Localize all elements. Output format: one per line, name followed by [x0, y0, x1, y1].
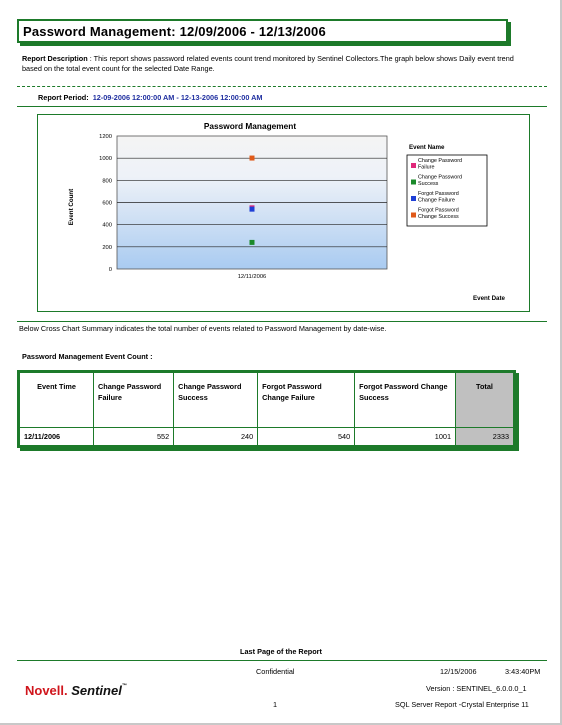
- legend-swatch: [411, 163, 416, 168]
- logo-novell: Novell.: [25, 683, 68, 698]
- y-axis-ticks: [99, 134, 112, 273]
- legend-label: Forgot Password Change Failure: [418, 191, 459, 204]
- x-tick-label: 12/11/2006: [237, 274, 267, 280]
- legend-label: Forgot Password Change Success: [418, 207, 459, 220]
- footer-time: 3:43:40PM: [505, 667, 541, 676]
- chart: [38, 115, 531, 313]
- cell-total: 2333: [456, 428, 514, 446]
- chart-frame: [37, 114, 530, 312]
- footer-engine: SQL Server Report -Crystal Enterprise 11: [395, 700, 529, 709]
- report-title-box: [17, 19, 508, 43]
- y-tick-label: 1200: [99, 134, 112, 140]
- cell-event-time: 12/11/2006: [20, 428, 94, 446]
- data-point: [250, 207, 255, 212]
- footer-version: Version : SENTINEL_6.0.0.0_1: [426, 684, 527, 693]
- report-title: Password Management: 12/09/2006 - 12/13/2006: [23, 24, 326, 39]
- logo-sentinel: Sentinel: [71, 683, 122, 698]
- y-tick-label: 600: [102, 200, 112, 207]
- y-tick-label: 400: [102, 222, 112, 229]
- y-axis-label: Event Count: [68, 188, 75, 226]
- footer-page-number: 1: [273, 700, 278, 709]
- footer-confidential: Confidential: [256, 667, 295, 676]
- table-header-row: [20, 373, 514, 428]
- table-row: [20, 428, 514, 446]
- data-point: [250, 240, 255, 245]
- header-forgot-password-change-success: Forgot Password Change Success: [355, 373, 456, 428]
- y-tick-label: 0: [108, 267, 112, 273]
- header-change-password-success: Change Password Success: [174, 373, 258, 428]
- description-text: : This report shows password related events count trend monitored by Sentinel Collectors.The graph below shows Daily event trend based on the total event count for the selected Date Range.: [22, 54, 514, 73]
- y-tick-label: 200: [102, 244, 112, 251]
- period-label: Report Period:: [38, 93, 89, 102]
- report-description: [22, 54, 522, 73]
- legend-swatch: [411, 180, 416, 185]
- last-page-text: Last Page of the Report: [240, 647, 322, 656]
- cell-change-password-failure: 552: [94, 428, 174, 446]
- divider: [17, 321, 547, 322]
- description-label: Report Description: [22, 54, 88, 63]
- chart-title: Password Management: [203, 121, 297, 131]
- footer-divider: [17, 660, 547, 661]
- legend-swatch: [411, 213, 416, 218]
- cell-forgot-password-change-failure: 540: [258, 428, 355, 446]
- cell-forgot-password-change-success: 1001: [355, 428, 456, 446]
- header-event-time: Event Time: [20, 373, 94, 428]
- event-count-table: [17, 370, 516, 448]
- novell-sentinel-logo: [25, 683, 127, 698]
- legend-swatch: [411, 196, 416, 201]
- report-period: [38, 93, 263, 102]
- dotted-divider: [17, 86, 547, 87]
- period-value: 12-09-2006 12:00:00 AM - 12-13-2006 12:00:00 AM: [92, 93, 263, 102]
- summary-text: Below Cross Chart Summary indicates the total number of events related to Password Management by date-wise.: [19, 324, 387, 333]
- count-label: Password Management Event Count :: [22, 352, 153, 361]
- legend-label: Change Password Failure: [418, 158, 463, 171]
- header-change-password-failure: Change Password Failure: [94, 373, 174, 428]
- legend-title: Event Name: [409, 144, 445, 151]
- trademark-mark: ™: [121, 683, 127, 689]
- y-tick-label: 800: [102, 178, 112, 185]
- y-tick-label: 1000: [99, 156, 112, 163]
- legend-label: Change Password Success: [418, 174, 463, 187]
- header-total: Total: [456, 373, 514, 428]
- x-axis-label: Event Date: [473, 295, 505, 302]
- data-point: [250, 156, 255, 161]
- cell-change-password-success: 240: [174, 428, 258, 446]
- footer-date: 12/15/2006: [440, 667, 477, 676]
- x-axis-ticks: [238, 274, 267, 280]
- header-forgot-password-change-failure: Forgot Password Change Failure: [258, 373, 355, 428]
- divider: [17, 106, 547, 107]
